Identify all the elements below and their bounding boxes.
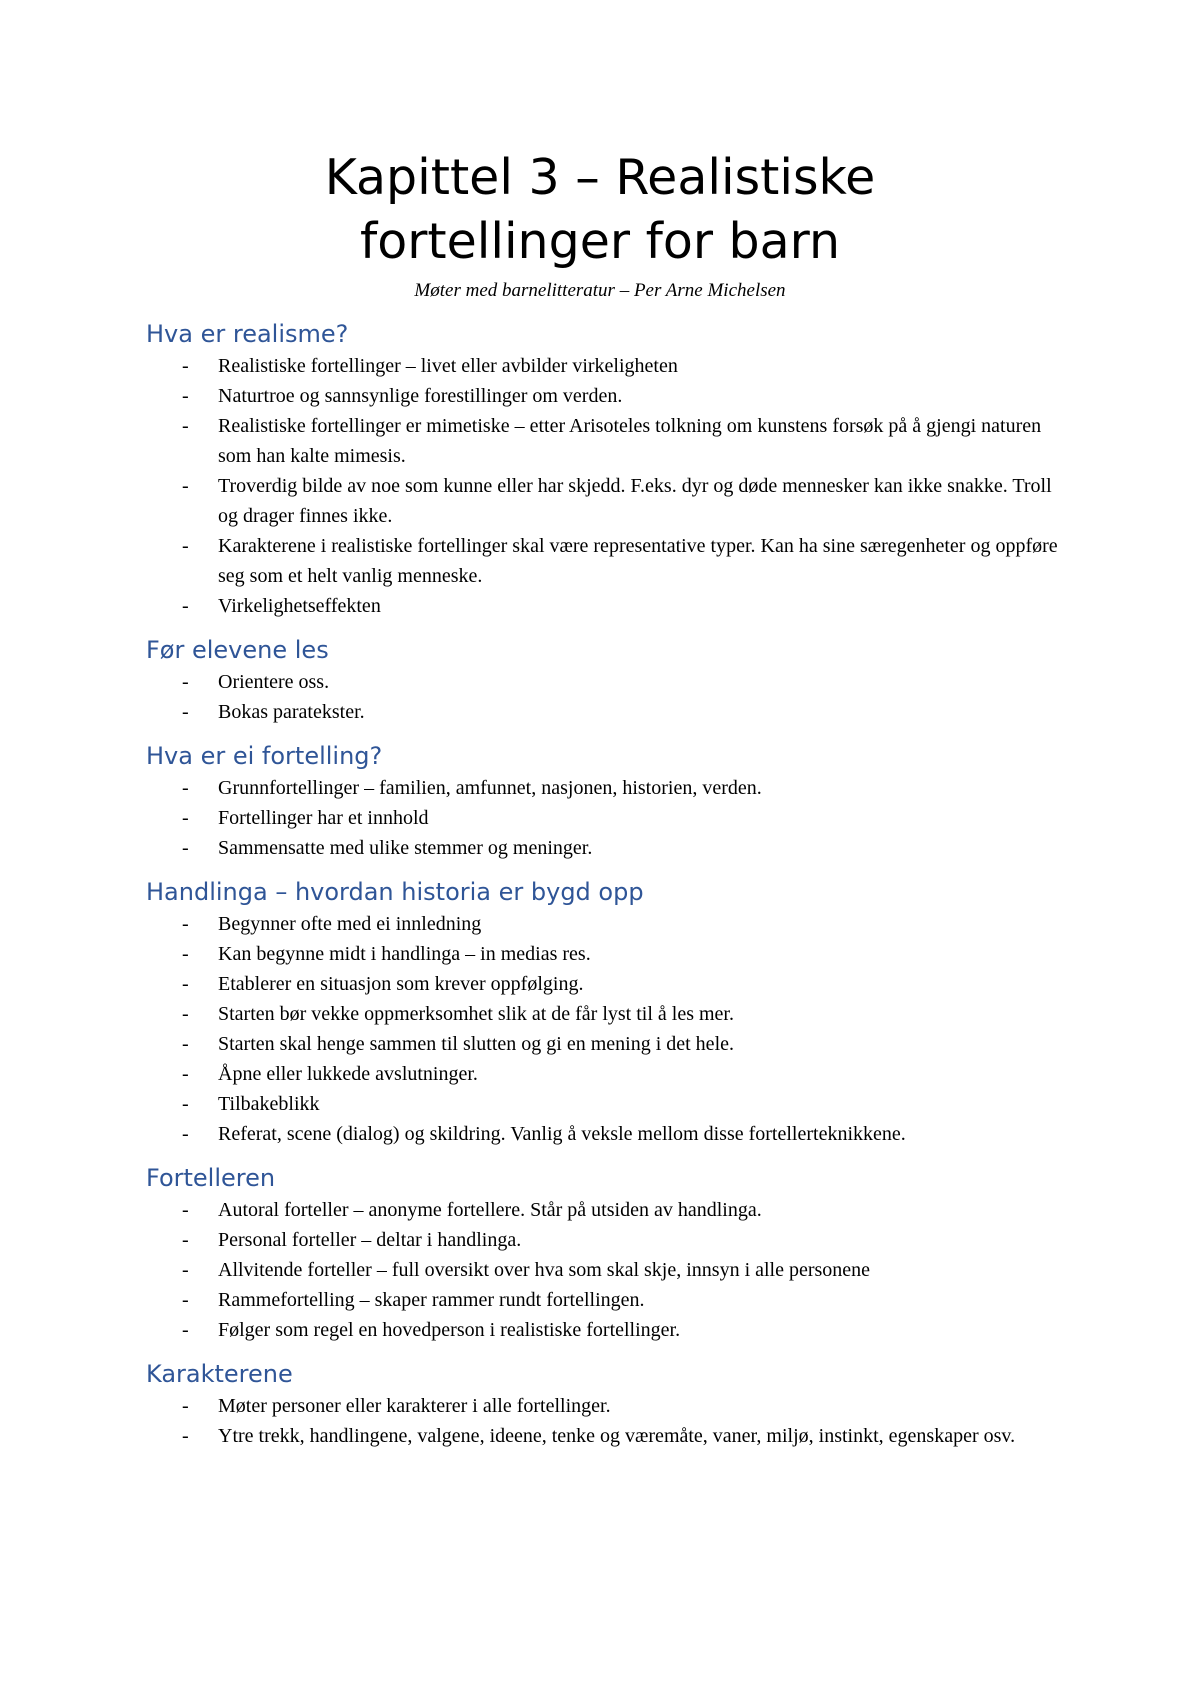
bullet-dash: - — [182, 1093, 189, 1115]
list-item-text: Kan begynne midt i handlinga – in medias res. — [218, 943, 591, 965]
document-title-line-2: fortellinger for barn — [359, 213, 841, 270]
list-item — [146, 667, 1066, 697]
list-item — [146, 1059, 1066, 1089]
list-item-text: Etablerer en situasjon som krever oppfølging. — [218, 973, 584, 995]
bullet-list — [146, 351, 1066, 621]
list-item — [146, 1421, 1066, 1451]
list-item-text: Troverdig bilde av noe som kunne eller har skjedd. F.eks. dyr og døde mennesker kan ikke snakke. Troll og drager finnes ikke. — [218, 475, 1052, 527]
document-subtitle: Møter med barnelitteratur – Per Arne Michelsen — [414, 280, 786, 301]
list-item-text: Realistiske fortellinger – livet eller avbilder virkeligheten — [218, 355, 678, 377]
list-item-text: Grunnfortellinger – familien, amfunnet, nasjonen, historien, verden. — [218, 777, 762, 799]
bullet-dash: - — [182, 807, 189, 829]
list-item — [146, 697, 1066, 727]
list-item — [146, 351, 1066, 381]
bullet-dash: - — [182, 1033, 189, 1055]
bullet-dash: - — [182, 535, 189, 557]
list-item-text: Autoral forteller – anonyme fortellere. Står på utsiden av handlinga. — [218, 1199, 762, 1221]
bullet-dash: - — [182, 943, 189, 965]
bullet-dash: - — [182, 1319, 189, 1341]
bullet-dash: - — [182, 355, 189, 377]
bullet-dash: - — [182, 973, 189, 995]
bullet-dash: - — [182, 913, 189, 935]
list-item — [146, 939, 1066, 969]
bullet-dash: - — [182, 1395, 189, 1417]
bullet-dash: - — [182, 385, 189, 407]
bullet-dash: - — [182, 1259, 189, 1281]
list-item-text: Karakterene i realistiske fortellinger skal være representative typer. Kan ha sine særegenheter og oppføre seg som et helt vanlig menneske. — [218, 535, 1058, 587]
list-item-text: Møter personer eller karakterer i alle fortellinger. — [218, 1395, 611, 1417]
bullet-dash: - — [182, 777, 189, 799]
list-item — [146, 1255, 1066, 1285]
document-body — [146, 318, 1066, 1451]
section-hva-er-ei-fortelling — [146, 740, 1066, 863]
section-heading: Hva er realisme? — [146, 320, 349, 348]
list-item-text: Virkelighetseffekten — [218, 595, 381, 617]
list-item — [146, 833, 1066, 863]
list-item — [146, 591, 1066, 621]
bullet-dash: - — [182, 1063, 189, 1085]
list-item-text: Starten bør vekke oppmerksomhet slik at de får lyst til å les mer. — [218, 1003, 734, 1025]
list-item — [146, 381, 1066, 411]
list-item — [146, 1195, 1066, 1225]
list-item-text: Åpne eller lukkede avslutninger. — [218, 1063, 478, 1085]
list-item-text: Orientere oss. — [218, 671, 330, 693]
list-item-text: Følger som regel en hovedperson i realistiske fortellinger. — [218, 1319, 681, 1341]
document-title-line-1: Kapittel 3 – Realistiske — [324, 149, 876, 206]
list-item-text: Realistiske fortellinger er mimetiske – etter Arisoteles tolkning om kunstens forsøk på å gjengi naturen som han kalte mimesis. — [218, 415, 1042, 467]
section-handlinga-hvordan-historia-er-bygd-opp — [146, 876, 1066, 1149]
list-item-text: Rammefortelling – skaper rammer rundt fortellingen. — [218, 1289, 645, 1311]
document-title — [0, 146, 1200, 274]
list-item-text: Begynner ofte med ei innledning — [218, 913, 482, 935]
bullet-dash: - — [182, 671, 189, 693]
list-item-text: Referat, scene (dialog) og skildring. Vanlig å veksle mellom disse fortellerteknikkene. — [218, 1123, 906, 1145]
list-item — [146, 1225, 1066, 1255]
section-fortelleren — [146, 1162, 1066, 1345]
list-item — [146, 1315, 1066, 1345]
list-item — [146, 1119, 1066, 1149]
bullet-list — [146, 1195, 1066, 1345]
list-item-text: Ytre trekk, handlingene, valgene, ideene, tenke og væremåte, vaner, miljø, instinkt, egenskaper osv. — [218, 1425, 1016, 1447]
bullet-dash: - — [182, 837, 189, 859]
bullet-dash: - — [182, 1289, 189, 1311]
list-item — [146, 909, 1066, 939]
section-heading: Hva er ei fortelling? — [146, 742, 383, 770]
bullet-dash: - — [182, 701, 189, 723]
list-item — [146, 969, 1066, 999]
list-item-text: Sammensatte med ulike stemmer og meninger. — [218, 837, 593, 859]
list-item-text: Allvitende forteller – full oversikt over hva som skal skje, innsyn i alle personene — [218, 1259, 871, 1281]
list-item — [146, 1029, 1066, 1059]
bullet-dash: - — [182, 415, 189, 437]
list-item — [146, 531, 1066, 591]
list-item — [146, 1285, 1066, 1315]
bullet-list — [146, 1391, 1066, 1451]
list-item — [146, 773, 1066, 803]
list-item-text: Bokas paratekster. — [218, 701, 365, 723]
list-item — [146, 411, 1066, 471]
bullet-dash: - — [182, 1003, 189, 1025]
list-item — [146, 1089, 1066, 1119]
bullet-dash: - — [182, 475, 189, 497]
list-item-text: Starten skal henge sammen til slutten og gi en mening i det hele. — [218, 1033, 734, 1055]
list-item — [146, 999, 1066, 1029]
section-heading: Før elevene les — [146, 636, 329, 664]
list-item-text: Naturtroe og sannsynlige forestillinger om verden. — [218, 385, 623, 407]
list-item-text: Tilbakeblikk — [218, 1093, 320, 1115]
list-item — [146, 471, 1066, 531]
bullet-list — [146, 667, 1066, 727]
list-item — [146, 803, 1066, 833]
section-heading: Karakterene — [146, 1360, 293, 1388]
bullet-dash: - — [182, 1199, 189, 1221]
bullet-dash: - — [182, 1425, 189, 1447]
list-item — [146, 1391, 1066, 1421]
bullet-list — [146, 909, 1066, 1149]
list-item-text: Personal forteller – deltar i handlinga. — [218, 1229, 522, 1251]
bullet-dash: - — [182, 595, 189, 617]
bullet-list — [146, 773, 1066, 863]
section-hva-er-realisme — [146, 318, 1066, 621]
section-karakterene — [146, 1358, 1066, 1451]
bullet-dash: - — [182, 1123, 189, 1145]
section-for-elevene-les — [146, 634, 1066, 727]
bullet-dash: - — [182, 1229, 189, 1251]
list-item-text: Fortellinger har et innhold — [218, 807, 429, 829]
section-heading: Fortelleren — [146, 1164, 276, 1192]
section-heading: Handlinga – hvordan historia er bygd opp — [146, 878, 644, 906]
